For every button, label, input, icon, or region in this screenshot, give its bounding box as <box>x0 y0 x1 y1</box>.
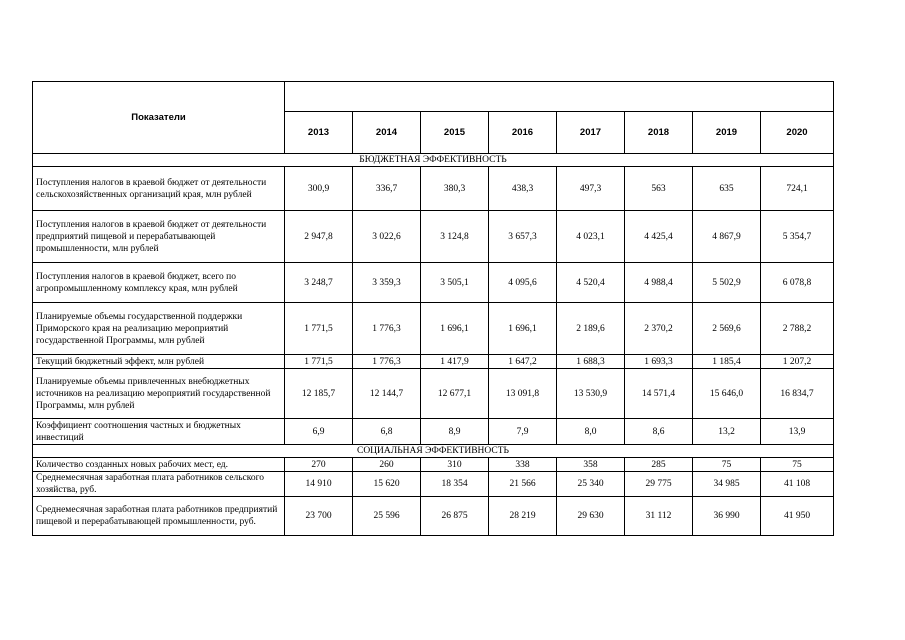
value-cell: 25 596 <box>353 497 421 536</box>
value-cell: 15 620 <box>353 472 421 497</box>
value-cell: 8,0 <box>557 419 625 445</box>
row-label: Планируемые объемы привлеченных внебюджетных источников на реализацию мероприятий государственной Программы, млн рублей <box>33 369 285 419</box>
value-cell: 4 867,9 <box>693 211 761 263</box>
value-cell: 497,3 <box>557 167 625 211</box>
section-title: БЮДЖЕТНАЯ ЭФФЕКТИВНОСТЬ <box>33 154 834 167</box>
value-cell: 1 696,1 <box>489 303 557 355</box>
value-cell: 13,2 <box>693 419 761 445</box>
table-row <box>33 263 834 303</box>
row-label: Текущий бюджетный эффект, млн рублей <box>33 355 285 369</box>
value-cell: 3 022,6 <box>353 211 421 263</box>
year-header: 2020 <box>761 112 834 154</box>
value-cell: 1 207,2 <box>761 355 834 369</box>
row-label: Среднемесячная заработная плата работников сельского хозяйства, руб. <box>33 472 285 497</box>
value-cell: 41 108 <box>761 472 834 497</box>
value-cell: 6 078,8 <box>761 263 834 303</box>
value-cell: 2 370,2 <box>625 303 693 355</box>
value-cell: 1 771,5 <box>285 303 353 355</box>
value-cell: 5 354,7 <box>761 211 834 263</box>
row-label: Поступления налогов в краевой бюджет от деятельности сельскохозяйственных организаций края, млн рублей <box>33 167 285 211</box>
value-cell: 1 693,3 <box>625 355 693 369</box>
year-header: 2017 <box>557 112 625 154</box>
table-row <box>33 303 834 355</box>
value-cell: 7,9 <box>489 419 557 445</box>
value-cell: 635 <box>693 167 761 211</box>
row-label: Поступления налогов в краевой бюджет, всего по агропромышленному комплексу края, млн рублей <box>33 263 285 303</box>
value-cell: 14 910 <box>285 472 353 497</box>
value-cell: 8,6 <box>625 419 693 445</box>
value-cell: 12 185,7 <box>285 369 353 419</box>
value-cell: 724,1 <box>761 167 834 211</box>
header-label-cell: Показатели <box>33 82 285 154</box>
value-cell: 270 <box>285 458 353 472</box>
table-row <box>33 167 834 211</box>
value-cell: 15 646,0 <box>693 369 761 419</box>
value-cell: 1 696,1 <box>421 303 489 355</box>
value-cell: 338 <box>489 458 557 472</box>
efficiency-table <box>32 81 834 536</box>
section-row <box>33 154 834 167</box>
value-cell: 18 354 <box>421 472 489 497</box>
value-cell: 2 189,6 <box>557 303 625 355</box>
value-cell: 36 990 <box>693 497 761 536</box>
value-cell: 4 095,6 <box>489 263 557 303</box>
value-cell: 4 988,4 <box>625 263 693 303</box>
value-cell: 21 566 <box>489 472 557 497</box>
value-cell: 2 569,6 <box>693 303 761 355</box>
value-cell: 3 248,7 <box>285 263 353 303</box>
year-header: 2013 <box>285 112 353 154</box>
value-cell: 6,8 <box>353 419 421 445</box>
table-row <box>33 472 834 497</box>
value-cell: 8,9 <box>421 419 489 445</box>
value-cell: 14 571,4 <box>625 369 693 419</box>
value-cell: 4 425,4 <box>625 211 693 263</box>
header-row-top <box>33 82 834 112</box>
table-body <box>33 82 834 536</box>
value-cell: 563 <box>625 167 693 211</box>
value-cell: 29 630 <box>557 497 625 536</box>
value-cell: 12 144,7 <box>353 369 421 419</box>
value-cell: 285 <box>625 458 693 472</box>
row-label: Поступления налогов в краевой бюджет от деятельности предприятий пищевой и перерабатывающей промышленности, млн рублей <box>33 211 285 263</box>
value-cell: 3 505,1 <box>421 263 489 303</box>
value-cell: 75 <box>761 458 834 472</box>
year-header: 2014 <box>353 112 421 154</box>
table-row <box>33 458 834 472</box>
value-cell: 1 688,3 <box>557 355 625 369</box>
value-cell: 28 219 <box>489 497 557 536</box>
value-cell: 260 <box>353 458 421 472</box>
year-header: 2015 <box>421 112 489 154</box>
table-row <box>33 369 834 419</box>
value-cell: 75 <box>693 458 761 472</box>
value-cell: 1 776,3 <box>353 303 421 355</box>
value-cell: 3 657,3 <box>489 211 557 263</box>
value-cell: 6,9 <box>285 419 353 445</box>
value-cell: 358 <box>557 458 625 472</box>
value-cell: 300,9 <box>285 167 353 211</box>
row-label: Планируемые объемы государственной поддержки Приморского края на реализацию мероприятий государственной Программы, млн рублей <box>33 303 285 355</box>
value-cell: 31 112 <box>625 497 693 536</box>
value-cell: 3 124,8 <box>421 211 489 263</box>
row-label: Среднемесячная заработная плата работников предприятий пищевой и перерабатывающей промышленности, руб. <box>33 497 285 536</box>
value-cell: 336,7 <box>353 167 421 211</box>
value-cell: 1 771,5 <box>285 355 353 369</box>
value-cell: 4 023,1 <box>557 211 625 263</box>
year-header: 2019 <box>693 112 761 154</box>
table-row <box>33 497 834 536</box>
year-header: 2016 <box>489 112 557 154</box>
value-cell: 41 950 <box>761 497 834 536</box>
table-row <box>33 211 834 263</box>
year-header: 2018 <box>625 112 693 154</box>
value-cell: 34 985 <box>693 472 761 497</box>
value-cell: 16 834,7 <box>761 369 834 419</box>
table-row <box>33 419 834 445</box>
value-cell: 5 502,9 <box>693 263 761 303</box>
value-cell: 13,9 <box>761 419 834 445</box>
value-cell: 2 788,2 <box>761 303 834 355</box>
row-label: Коэффициент соотношения частных и бюджетных инвестиций <box>33 419 285 445</box>
value-cell: 2 947,8 <box>285 211 353 263</box>
value-cell: 1 185,4 <box>693 355 761 369</box>
value-cell: 438,3 <box>489 167 557 211</box>
section-title: СОЦИАЛЬНАЯ ЭФФЕКТИВНОСТЬ <box>33 445 834 458</box>
table-row <box>33 355 834 369</box>
value-cell: 13 091,8 <box>489 369 557 419</box>
value-cell: 25 340 <box>557 472 625 497</box>
header-years-span-cell <box>285 82 834 112</box>
value-cell: 1 647,2 <box>489 355 557 369</box>
section-row <box>33 445 834 458</box>
value-cell: 1 417,9 <box>421 355 489 369</box>
value-cell: 1 776,3 <box>353 355 421 369</box>
value-cell: 310 <box>421 458 489 472</box>
value-cell: 3 359,3 <box>353 263 421 303</box>
row-label: Количество созданных новых рабочих мест, ед. <box>33 458 285 472</box>
value-cell: 23 700 <box>285 497 353 536</box>
value-cell: 29 775 <box>625 472 693 497</box>
value-cell: 13 530,9 <box>557 369 625 419</box>
value-cell: 380,3 <box>421 167 489 211</box>
value-cell: 4 520,4 <box>557 263 625 303</box>
value-cell: 12 677,1 <box>421 369 489 419</box>
value-cell: 26 875 <box>421 497 489 536</box>
